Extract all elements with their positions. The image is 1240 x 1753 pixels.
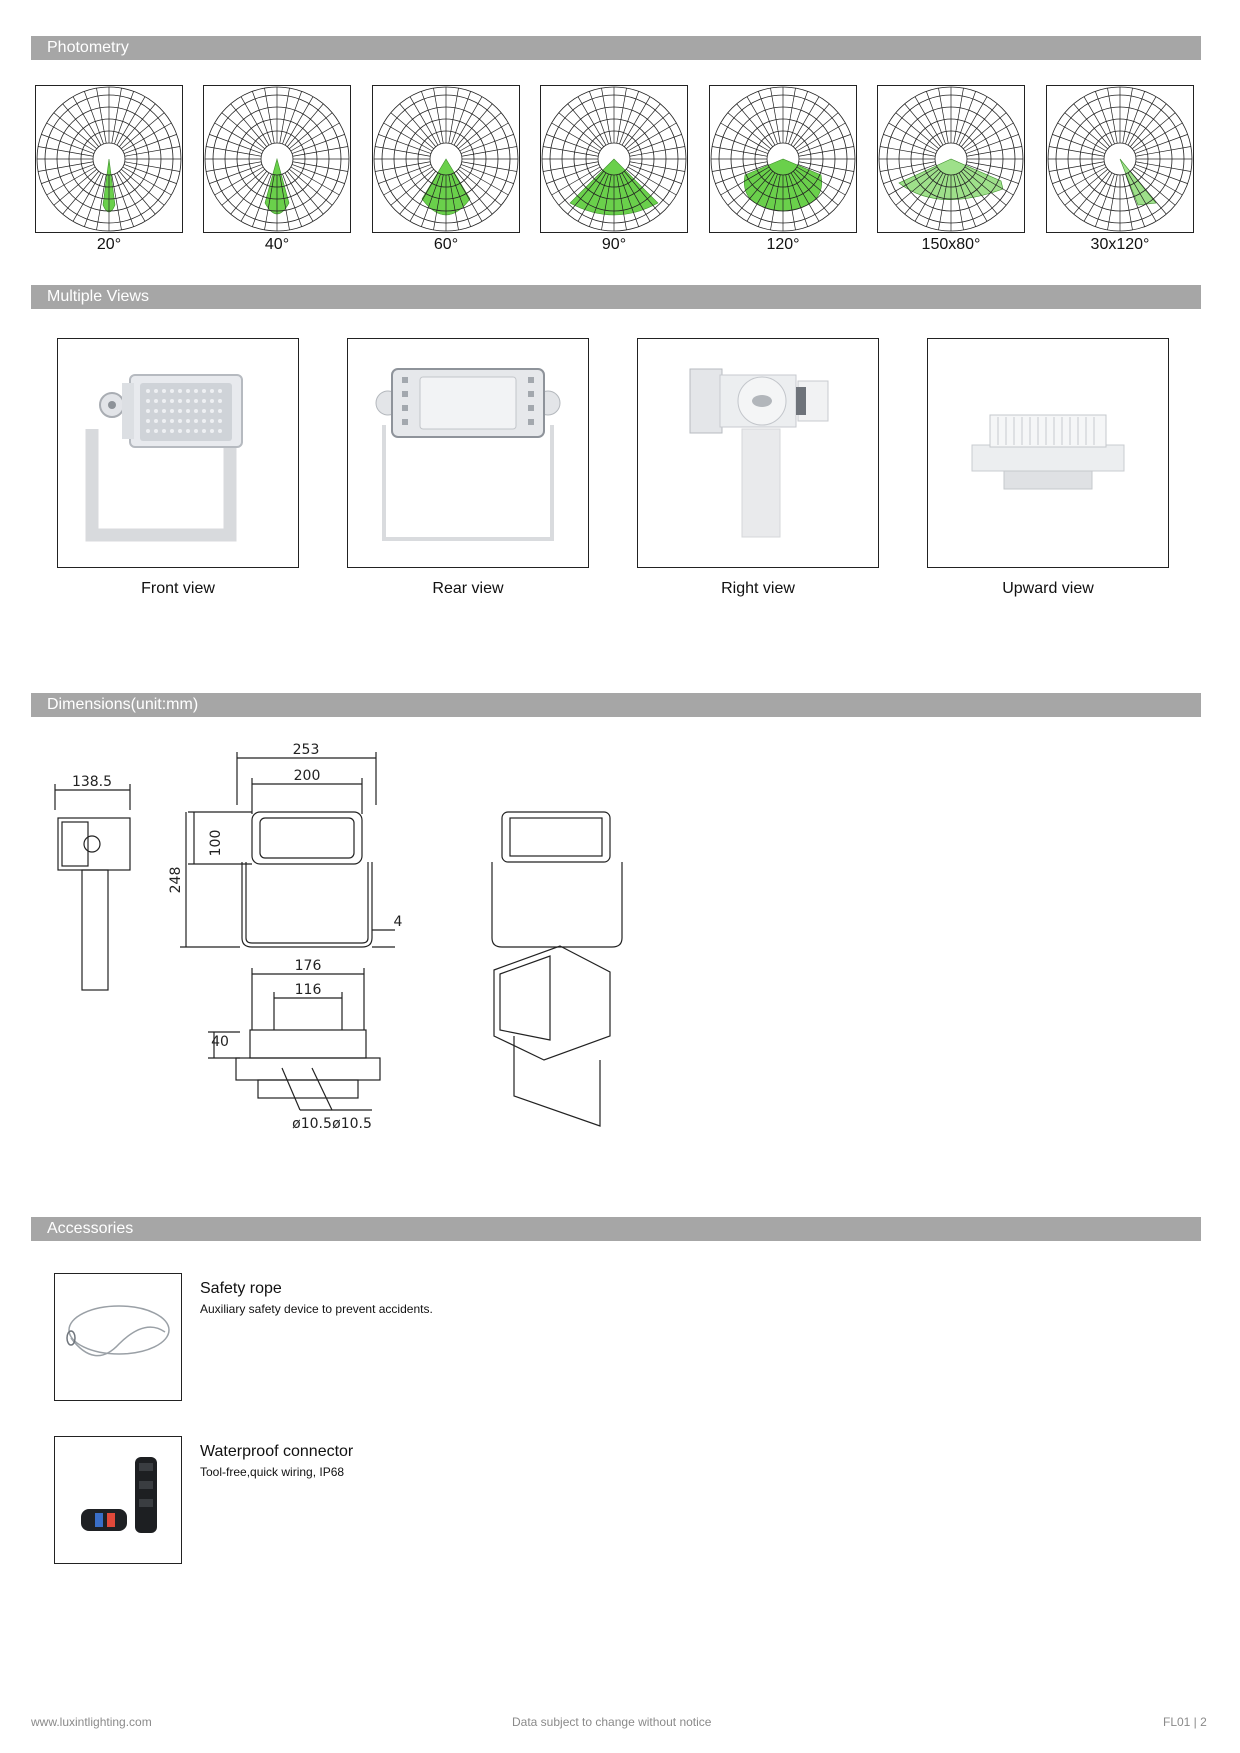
upward-view-image (927, 338, 1169, 568)
waterproof-connector-image (54, 1436, 182, 1564)
polar-beam-label: 150x80° (921, 236, 981, 253)
dim-bracket-thickness: 4 (393, 914, 403, 930)
rear-view-image (347, 338, 589, 568)
front-view-image (57, 338, 299, 568)
dim-overall-width: 253 (292, 742, 320, 758)
polar-diagram (709, 85, 857, 233)
dim-hole-dia-1: ø10.5 (292, 1116, 332, 1132)
dim-side-width: 138.5 (71, 774, 113, 790)
rear-view-label: Rear view (432, 580, 504, 597)
safety-rope-image (54, 1273, 182, 1401)
polar-diagram (203, 85, 351, 233)
dim-body-width: 200 (293, 768, 321, 784)
safety-rope-desc: Auxiliary safety device to prevent accidents. (200, 1302, 433, 1316)
footer-notice: Data subject to change without notice (512, 1715, 712, 1729)
polar-diagram (1046, 85, 1194, 233)
section-header-views: Multiple Views (31, 285, 1201, 309)
polar-beam-label: 120° (766, 236, 800, 253)
section-header-photometry: Photometry (31, 36, 1201, 60)
safety-rope-title: Safety rope (200, 1280, 282, 1297)
dim-hole-spacing: 116 (294, 982, 322, 998)
polar-diagram (540, 85, 688, 233)
dim-depth: 40 (211, 1034, 229, 1050)
right-view-image (637, 338, 879, 568)
polar-beam-label: 40° (264, 236, 290, 253)
front-view-label: Front view (141, 580, 215, 597)
polar-beam-label: 20° (96, 236, 122, 253)
polar-beam-label: 90° (601, 236, 627, 253)
section-header-dimensions: Dimensions(unit:mm) (31, 693, 1201, 717)
dim-hole-dia-2: ø10.5 (332, 1116, 372, 1132)
polar-diagram (35, 85, 183, 233)
section-header-accessories: Accessories (31, 1217, 1201, 1241)
dim-bottom-width: 176 (294, 958, 322, 974)
upward-view-label: Upward view (1002, 580, 1094, 597)
footer-website[interactable]: www.luxintlighting.com (31, 1715, 152, 1729)
right-view-label: Right view (721, 580, 795, 597)
footer-page-number: FL01 | 2 (1163, 1715, 1207, 1729)
dimension-drawing (40, 740, 660, 1170)
waterproof-connector-title: Waterproof connector (200, 1443, 354, 1460)
polar-diagram (372, 85, 520, 233)
waterproof-connector-desc: Tool-free,quick wiring, IP68 (200, 1465, 345, 1479)
polar-beam-label: 30x120° (1090, 236, 1150, 253)
dim-overall-height: 248 (168, 866, 184, 894)
dim-body-height: 100 (208, 829, 224, 857)
polar-beam-label: 60° (433, 236, 459, 253)
polar-diagram (877, 85, 1025, 233)
